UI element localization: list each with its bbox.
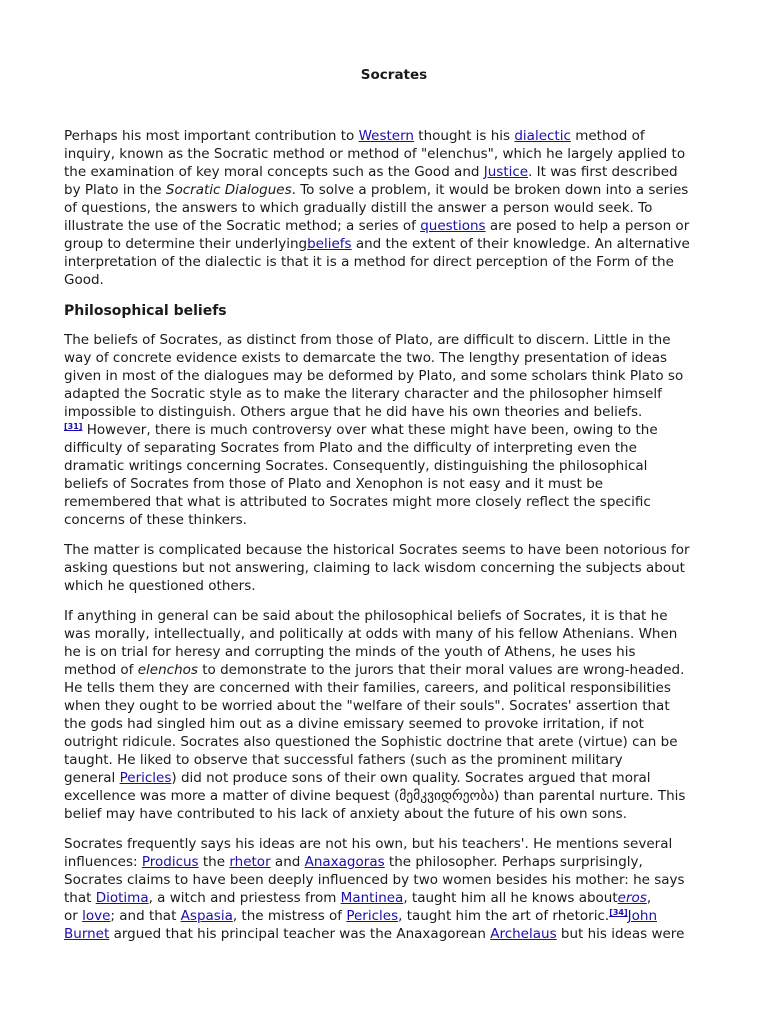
- text: and: [270, 854, 305, 870]
- link-burnet[interactable]: Burnet: [64, 926, 110, 942]
- text-line: was morally, intellectually, and politically at odds with many of his fellow Athenians. When: [64, 626, 678, 642]
- text-line: which he questioned others.: [64, 578, 256, 594]
- link-justice[interactable]: Justice: [483, 164, 529, 180]
- text-line: inquiry, known as the Socratic method or method of "elenchus", which he largely applied to: [64, 146, 686, 162]
- section-heading: Philosophical beliefs: [64, 303, 227, 319]
- text-line: concerns of these thinkers.: [64, 512, 247, 528]
- text: , taught him all he knows about: [403, 890, 618, 906]
- text: by Plato in the: [64, 182, 166, 198]
- link-western[interactable]: Western: [358, 128, 414, 144]
- link-rhetor[interactable]: rhetor: [229, 854, 271, 870]
- link-dialectic[interactable]: dialectic: [514, 128, 571, 144]
- italic-eros: eros: [617, 890, 647, 906]
- text: argued that his principal teacher was the Anaxagorean: [109, 926, 491, 942]
- italic-socratic-dialogues: Socratic Dialogues: [165, 182, 292, 198]
- text: or: [64, 908, 83, 924]
- text: method of: [570, 128, 645, 144]
- link-love[interactable]: love: [82, 908, 111, 924]
- text: the philosopher. Perhaps surprisingly,: [384, 854, 643, 870]
- link-beliefs[interactable]: beliefs: [307, 236, 352, 252]
- paragraph-complicated: [64, 541, 734, 595]
- text: , taught him the art of rhetoric.: [398, 908, 610, 924]
- text-line: asking questions but not answering, claiming to lack wisdom concerning the subjects about: [64, 560, 685, 576]
- text: , a witch and priestess from: [148, 890, 341, 906]
- text: group to determine their underlying: [64, 236, 308, 252]
- reference-31[interactable]: [31]: [64, 422, 83, 431]
- text-line: adapted the Socratic style as to make the literary character and the philosopher himself: [64, 386, 662, 402]
- text: , the mistress of: [232, 908, 347, 924]
- text: . It was first described: [528, 164, 678, 180]
- text-line: when they ought to be worried about the "welfare of their souls". Socrates' assertion that: [64, 698, 670, 714]
- text: However, there is much controversy over what these might have been, owing to the: [82, 422, 658, 438]
- text-line: given in most of the dialogues may be deformed by Plato, and some scholars think Plato so: [64, 368, 684, 384]
- page-title: Socrates: [360, 67, 428, 83]
- link-john-burnet[interactable]: John: [627, 908, 657, 924]
- link-pericles-2[interactable]: Pericles: [346, 908, 399, 924]
- text: . To solve a problem, it would be broken down into a series: [291, 182, 689, 198]
- text: but his ideas were: [556, 926, 685, 942]
- text-line: the gods had singled him out as a divine emissary seemed to provoke irritation, if not: [64, 716, 644, 732]
- text-line: He tells them they are concerned with their families, careers, and political responsibilities: [64, 680, 671, 696]
- link-archelaus[interactable]: Archelaus: [490, 926, 557, 942]
- text: ,: [646, 890, 652, 906]
- text-line: beliefs of Socrates from those of Plato and Xenophon is not easy and it must be: [64, 476, 604, 492]
- document-body: [64, 127, 734, 955]
- text: ; and that: [110, 908, 181, 924]
- text: to demonstrate to the jurors that their moral values are wrong-headed.: [197, 662, 685, 678]
- italic-elenchos: elenchos: [137, 662, 198, 678]
- text-line: of questions, the answers to which gradually distill the answer a person would seek. To: [64, 200, 653, 216]
- text-line: taught. He liked to observe that successful fathers (such as the prominent military: [64, 752, 623, 768]
- text-line: he is on trial for heresy and corrupting the minds of the youth of Athens, he uses his: [64, 644, 636, 660]
- text-line: remembered that what is attributed to Socrates might more closely reflect the specific: [64, 494, 651, 510]
- text: thought is his: [413, 128, 515, 144]
- text-line: interpretation of the dialectic is that it is a method for direct perception of the Form of the: [64, 254, 674, 270]
- text: the examination of key moral concepts such as the Good and: [64, 164, 484, 180]
- text: that: [64, 890, 96, 906]
- reference-34[interactable]: [34]: [609, 908, 628, 917]
- text-line: dramatic writings concerning Socrates. Consequently, distinguishing the philosophical: [64, 458, 648, 474]
- text: are posed to help a person or: [485, 218, 690, 234]
- link-prodicus[interactable]: Prodicus: [141, 854, 199, 870]
- paragraph-dialectic: [64, 127, 734, 289]
- link-diotima[interactable]: Diotima: [95, 890, 149, 906]
- text: method of: [64, 662, 138, 678]
- link-aspasia[interactable]: Aspasia: [180, 908, 233, 924]
- text: influences:: [64, 854, 142, 870]
- paragraph-beliefs: [64, 331, 734, 529]
- link-questions[interactable]: questions: [420, 218, 486, 234]
- text: and the extent of their knowledge. An alternative: [351, 236, 690, 252]
- text: Perhaps his most important contribution to: [64, 128, 359, 144]
- text-line: If anything in general can be said about the philosophical beliefs of Socrates, it is that he: [64, 608, 668, 624]
- paragraph-teachers: [64, 835, 734, 943]
- text-line: The beliefs of Socrates, as distinct from those of Plato, are difficult to discern. Little in the: [64, 332, 671, 348]
- link-mantinea[interactable]: Mantinea: [340, 890, 404, 906]
- text-line: Good.: [64, 272, 104, 288]
- link-pericles[interactable]: Pericles: [119, 770, 172, 786]
- text-line: outright ridicule. Socrates also questioned the Sophistic doctrine that arete (virtue) can be: [64, 734, 678, 750]
- text: the: [198, 854, 230, 870]
- text: general: [64, 770, 120, 786]
- text-line: excellence was more a matter of divine bequest (მემკვიდრეობა) than parental nurture. This: [64, 788, 686, 804]
- text: illustrate the use of the Socratic method; a series of: [64, 218, 421, 234]
- text-line: way of concrete evidence exists to demarcate the two. The lengthy presentation of ideas: [64, 350, 668, 366]
- paragraph-general: [64, 607, 734, 823]
- text-line: difficulty of separating Socrates from Plato and the difficulty of interpreting even the: [64, 440, 637, 456]
- text: ) did not produce sons of their own quality. Socrates argued that moral: [171, 770, 651, 786]
- text-line: impossible to distinguish. Others argue that he did have his own theories and beliefs.: [64, 404, 643, 420]
- link-eros[interactable]: [618, 890, 647, 906]
- text-line: The matter is complicated because the historical Socrates seems to have been notorious for: [64, 542, 690, 558]
- text-line: Socrates claims to have been deeply influenced by two women besides his mother: he says: [64, 872, 685, 888]
- text-line: belief may have contributed to his lack of anxiety about the future of his own sons.: [64, 806, 627, 822]
- link-anaxagoras[interactable]: Anaxagoras: [304, 854, 385, 870]
- text-line: Socrates frequently says his ideas are not his own, but his teachers'. He mentions several: [64, 836, 673, 852]
